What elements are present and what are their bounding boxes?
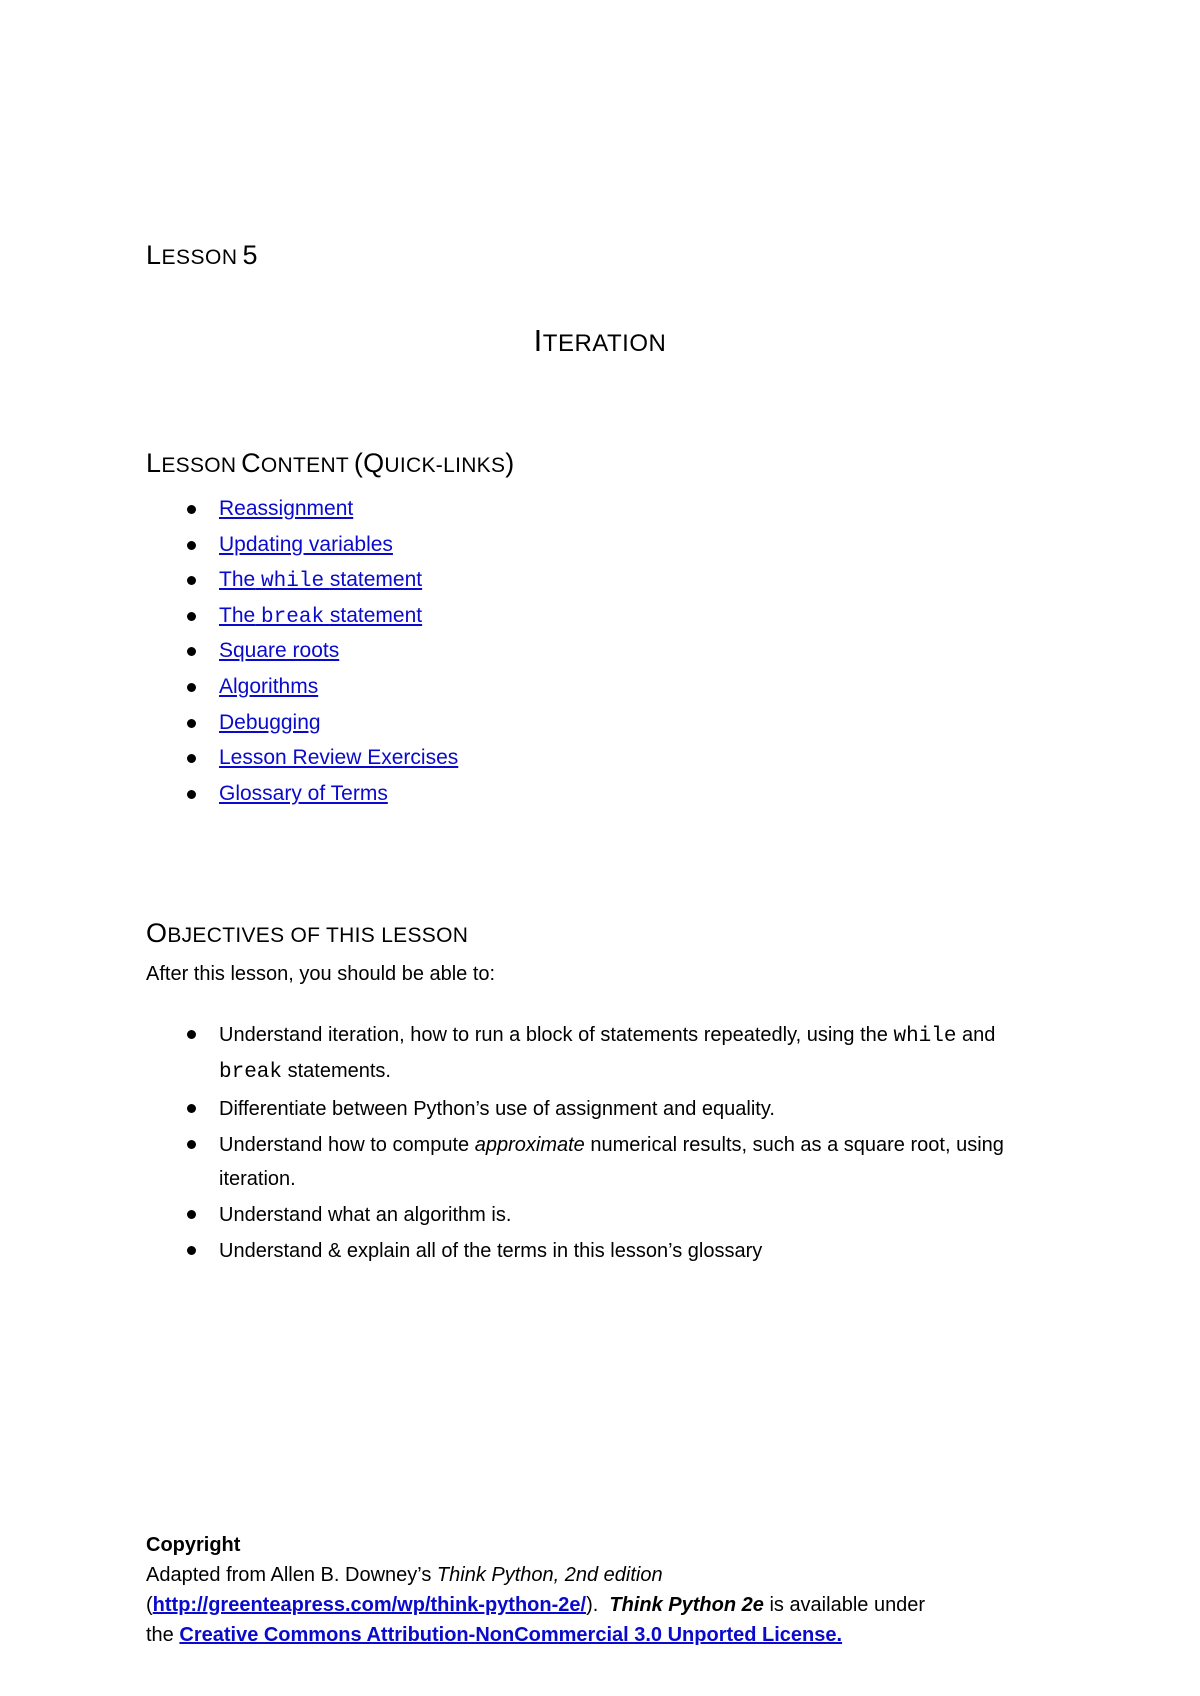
bullet-icon (187, 1030, 196, 1039)
bullet-icon (187, 576, 196, 585)
link-glossary-of-terms[interactable]: Glossary of Terms (219, 781, 388, 805)
bullet-icon (187, 612, 196, 621)
link-debugging[interactable]: Debugging (219, 710, 321, 734)
list-item (146, 530, 458, 566)
link-break-statement[interactable]: The break statement (219, 603, 423, 629)
list-item (146, 708, 458, 744)
objectives-list (146, 1018, 1086, 1270)
lesson-label: LESSON 5 (146, 240, 259, 270)
list-item (146, 601, 458, 637)
objective-text: Understand how to compute approximate numerical results, such as a square root, using iteration. (219, 1134, 1004, 1190)
link-while-statement[interactable]: The while statement (219, 568, 423, 594)
list-item (146, 565, 458, 601)
bullet-icon (187, 647, 196, 656)
list-item (146, 636, 458, 672)
copyright-heading: Copyright (146, 1534, 241, 1556)
list-item (146, 743, 458, 779)
objective-text: Understand iteration, how to run a block of statements repeatedly, using the while and break statements. (219, 1024, 996, 1084)
link-updating-variables[interactable]: Updating variables (219, 532, 393, 556)
list-item (146, 672, 458, 708)
think-python-link[interactable]: http://greenteapress.com/wp/think-python-2e/ (152, 1594, 587, 1616)
bullet-icon (187, 754, 196, 763)
quick-links-list (146, 494, 458, 814)
copyright-line-1: Adapted from Allen B. Downey’s Think Python, 2nd edition (146, 1564, 663, 1586)
bullet-icon (187, 1210, 196, 1219)
list-item (146, 494, 458, 530)
bullet-icon (187, 1104, 196, 1113)
bullet-icon (187, 1246, 196, 1255)
link-reassignment[interactable]: Reassignment (219, 497, 354, 520)
copyright-line-3: the Creative Commons Attribution-NonCommercial 3.0 Unported License. (146, 1624, 843, 1646)
bullet-icon (187, 683, 196, 692)
list-item (146, 1128, 1086, 1196)
objective-text: Understand & explain all of the terms in this lesson’s glossary (219, 1240, 763, 1262)
license-link[interactable]: Creative Commons Attribution-NonCommercial 3.0 Unported License. (179, 1624, 843, 1646)
bullet-icon (187, 505, 196, 514)
bullet-icon (187, 541, 196, 550)
bullet-icon (187, 719, 196, 728)
objective-text: Understand what an algorithm is. (219, 1204, 512, 1226)
link-square-roots[interactable]: Square roots (219, 639, 340, 663)
objective-text: Differentiate between Python’s use of assignment and equality. (219, 1098, 775, 1120)
page-title: ITERATION (533, 323, 667, 358)
list-item (146, 779, 458, 815)
bullet-icon (187, 790, 196, 799)
list-item (146, 1234, 1086, 1268)
bullet-icon (187, 1140, 196, 1149)
list-item (146, 1018, 1086, 1090)
link-lesson-review-exercises[interactable]: Lesson Review Exercises (219, 746, 459, 770)
objectives-heading: OBJECTIVES OF THIS LESSON (146, 918, 469, 948)
list-item (146, 1092, 1086, 1126)
link-algorithms[interactable]: Algorithms (219, 674, 319, 698)
copyright-line-2: (http://greenteapress.com/wp/think-python-2e/). Think Python 2e is available under (146, 1594, 926, 1616)
objectives-intro: After this lesson, you should be able to: (146, 963, 496, 985)
copyright-block (146, 1530, 1076, 1650)
list-item (146, 1198, 1086, 1232)
lesson-content-heading: LESSON CONTENT (QUICK-LINKS) (146, 448, 515, 478)
